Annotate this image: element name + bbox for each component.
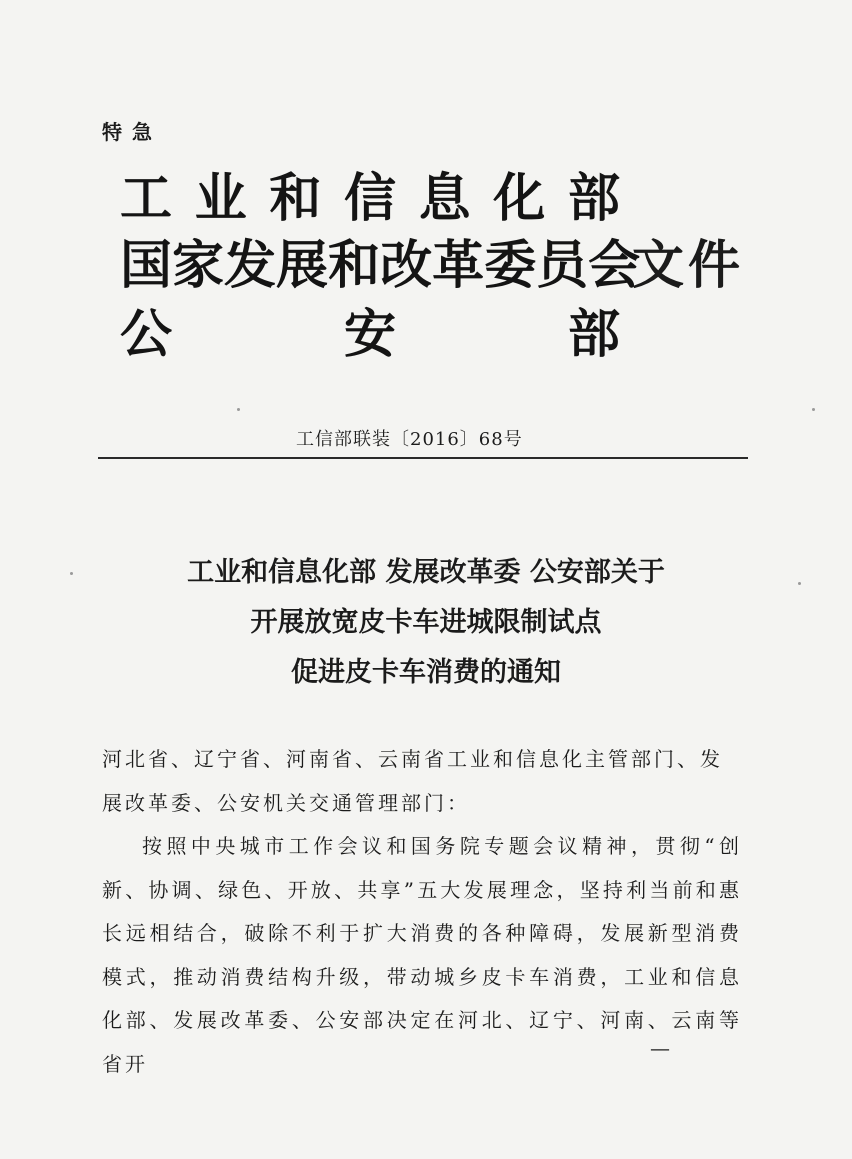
org-char: 委 xyxy=(484,236,537,296)
org-char: 公 xyxy=(120,305,173,365)
org-char: 和 xyxy=(269,169,322,229)
doc-type-suffix: 文件 xyxy=(632,236,745,296)
title-line: 促进皮卡车消费的通知 xyxy=(291,657,561,688)
org-char: 和 xyxy=(328,236,381,296)
org-char: 部 xyxy=(567,169,620,229)
org-char: 员 xyxy=(536,236,589,296)
org-char: 发 xyxy=(224,236,277,296)
scan-speck xyxy=(812,408,815,411)
org-char: 国 xyxy=(120,236,173,296)
org-char: 会 xyxy=(588,236,641,296)
org-char: 工 xyxy=(120,169,173,229)
urgency-label: 特急 xyxy=(102,120,162,144)
document-number: 工信部联装〔2016〕68号 xyxy=(296,429,523,450)
org-line-miit xyxy=(120,168,620,230)
org-line-mps xyxy=(120,304,620,366)
title-line: 开展放宽皮卡车进城限制试点 xyxy=(250,607,602,638)
org-char: 业 xyxy=(194,169,247,229)
scan-speck xyxy=(70,572,73,575)
org-char: 革 xyxy=(432,236,485,296)
issuing-authorities-header xyxy=(120,168,760,368)
header-separator-line xyxy=(98,457,748,459)
title-line: 工业和信息化部 发展改革委 公安部关于 xyxy=(187,557,665,588)
document-body xyxy=(102,738,742,1086)
page-number-mark: — xyxy=(650,1036,670,1060)
scan-speck xyxy=(237,408,240,411)
org-char: 部 xyxy=(567,305,620,365)
scan-speck xyxy=(798,582,801,585)
org-char: 家 xyxy=(172,236,225,296)
document-title xyxy=(100,548,752,698)
body-paragraph: 按照中央城市工作会议和国务院专题会议精神，贯彻“创新、协调、绿色、开放、共享”五大发展理念，坚持利当前和惠长远相结合，破除不利于扩大消费的各种障碍，发展新型消费模式，推动消费结构升级，带动城乡皮卡车消费，工业和信息化部、发展改革委、公安部决定在河北、辽宁、河南、云南等省开 xyxy=(102,834,742,1076)
org-char: 展 xyxy=(276,236,329,296)
org-char: 信 xyxy=(343,169,396,229)
org-line-ndrc xyxy=(120,235,641,297)
org-char: 安 xyxy=(343,305,396,365)
addressee: 河北省、辽宁省、河南省、云南省工业和信息化主管部门、发展改革委、公安机关交通管理部门： xyxy=(102,747,723,815)
org-char: 息 xyxy=(418,169,471,229)
org-char: 化 xyxy=(493,169,546,229)
org-char: 改 xyxy=(380,236,433,296)
